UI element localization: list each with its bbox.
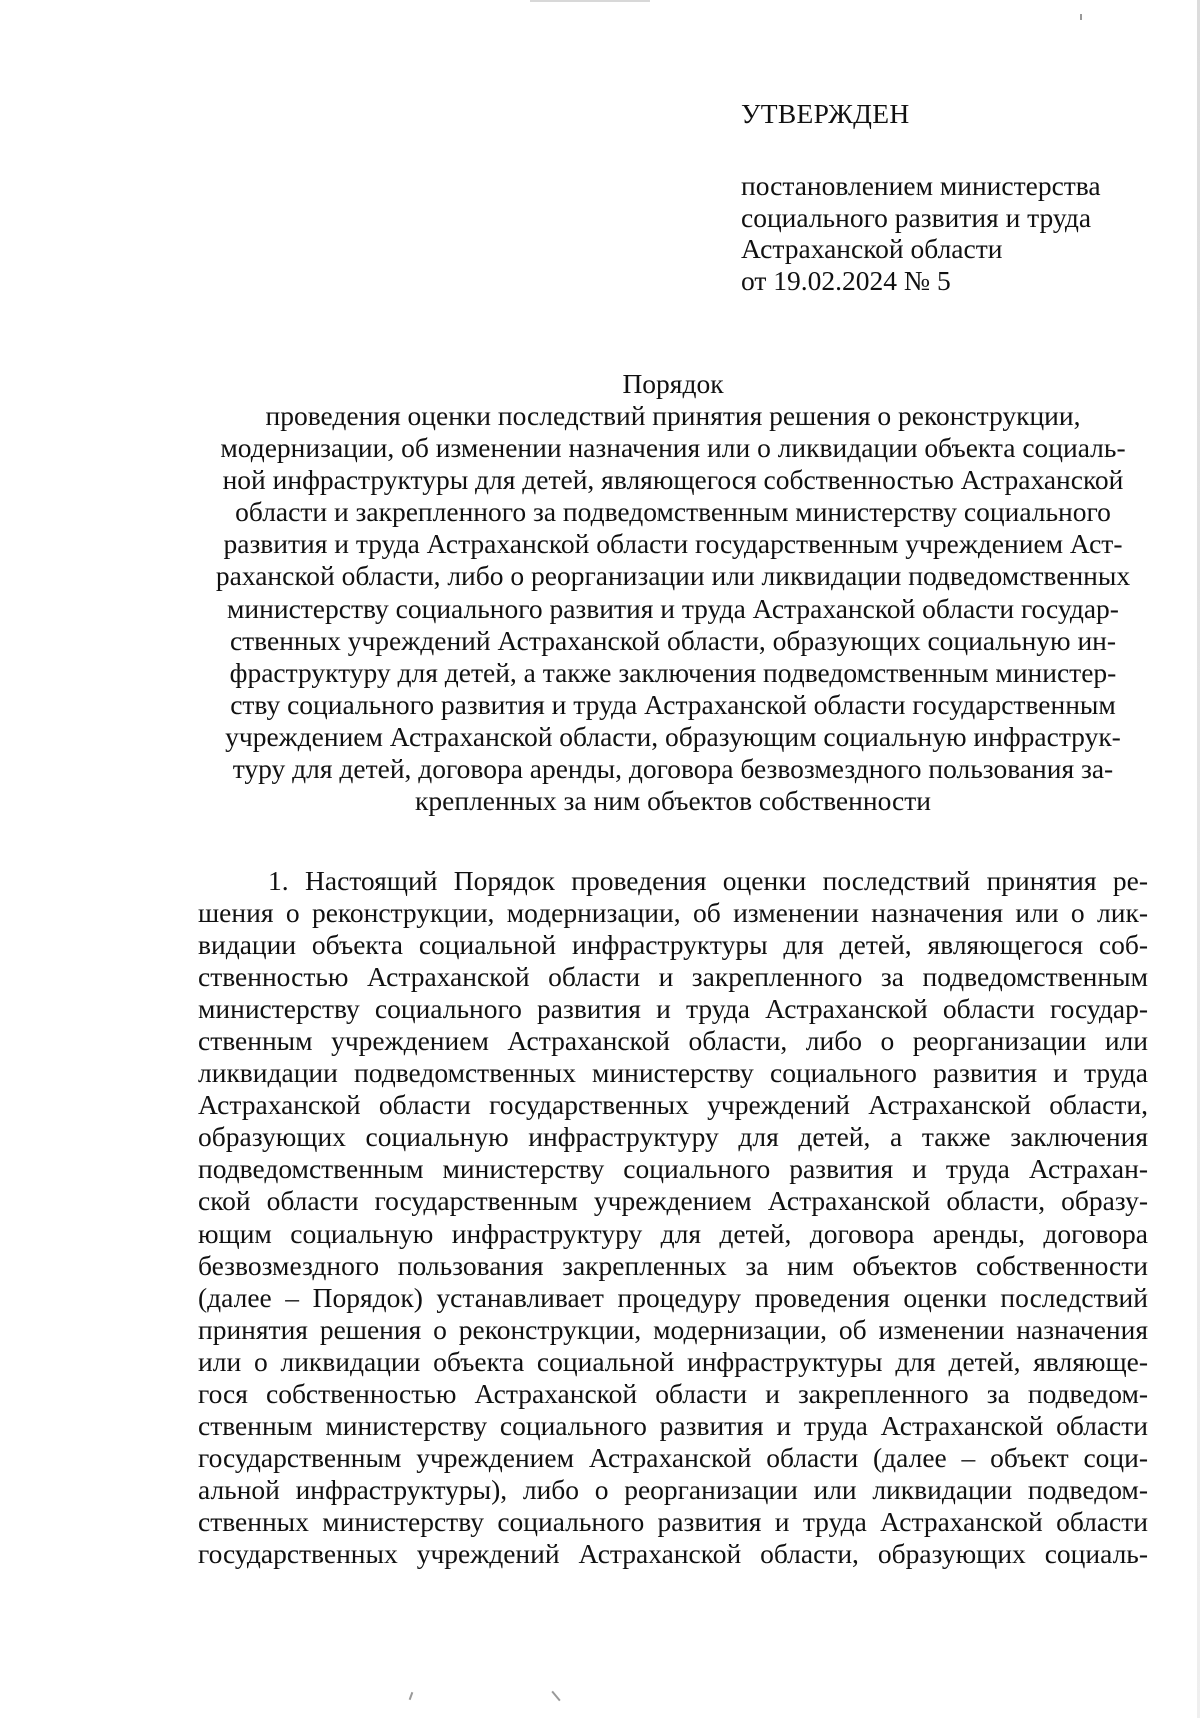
title-line: крепленных за ним объектов собственности xyxy=(415,785,931,817)
approval-line: постановлением министерства xyxy=(741,170,1101,201)
body-paragraph xyxy=(198,865,1148,1570)
body-line: ской области государственным учреждением Астраханской области, образу- xyxy=(198,1185,1148,1217)
scan-speck-top xyxy=(530,0,650,2)
body-line: ственных министерству социального развития и труда Астраханской области xyxy=(198,1505,1148,1537)
scan-speck-bottom xyxy=(409,1692,414,1700)
scan-speck-top-right xyxy=(1080,14,1082,20)
body-line: ственностью Астраханской области и закрепленного за подведомственным xyxy=(198,961,1148,993)
body-line: альной инфраструктуры), либо о реорганизации или ликвидации подведом- xyxy=(198,1473,1148,1505)
document-title xyxy=(198,368,1148,817)
body-line: ющим социальную инфраструктуру для детей, договора аренды, договора xyxy=(198,1217,1148,1249)
approved-label: УТВЕРЖДЕН xyxy=(741,98,910,129)
title-line: ственных учреждений Астраханской области, образующих социальную ин- xyxy=(229,624,1117,656)
body-line: гося собственностью Астраханской области и закрепленного за подведом- xyxy=(198,1377,1148,1409)
title-line: министерству социального развития и труда Астраханской области государ- xyxy=(227,592,1119,624)
body-line: шения о реконструкции, модернизации, об изменении назначения или о лик- xyxy=(198,897,1148,929)
title-line: фраструктуру для детей, а также заключения подведомственным министер- xyxy=(229,656,1117,688)
body-line: видации объекта социальной инфраструктуры для детей, являющегося соб- xyxy=(198,929,1148,961)
body-line: государственным учреждением Астраханской области (далее – объект соци- xyxy=(198,1441,1148,1473)
body-line: министерству социального развития и труда Астраханской области государ- xyxy=(198,993,1148,1025)
title-heading: Порядок xyxy=(622,368,724,399)
body-line: ликвидации подведомственных министерству социального развития и труда xyxy=(198,1057,1148,1089)
title-line: области и закрепленного за подведомственным министерству социального xyxy=(235,496,1111,528)
body-line: принятия решения о реконструкции, модернизации, об изменении назначения xyxy=(198,1313,1148,1345)
title-line: ной инфраструктуры для детей, являющегося собственностью Астраханской xyxy=(222,464,1124,496)
title-line: раханской области, либо о реорганизации или ликвидации подведомственных xyxy=(215,560,1131,592)
body-line: Астраханской области государственных учреждений Астраханской области, xyxy=(198,1089,1148,1121)
body-line: подведомственным министерству социального развития и труда Астрахан- xyxy=(198,1153,1148,1185)
body-line: 1. Настоящий Порядок проведения оценки последствий принятия ре- xyxy=(268,865,1148,896)
title-line: модернизации, об изменении назначения или о ликвидации объекта социаль- xyxy=(220,432,1126,464)
body-line: или о ликвидации объекта социальной инфраструктуры для детей, являюще- xyxy=(198,1345,1148,1377)
body-line: образующих социальную инфраструктуру для детей, а также заключения xyxy=(198,1121,1148,1153)
title-line: проведения оценки последствий принятия решения о реконструкции, xyxy=(265,400,1081,431)
approval-date-line: от 19.02.2024 № 5 xyxy=(741,264,951,296)
body-line: государственных учреждений Астраханской области, образующих социаль- xyxy=(198,1537,1148,1569)
body-line: (далее – Порядок) устанавливает процедуру проведения оценки последствий xyxy=(198,1281,1148,1313)
body-line: ственным министерству социального развития и труда Астраханской области xyxy=(198,1409,1148,1441)
approval-line: Астраханской области xyxy=(741,233,1003,264)
scan-speck-bottom-2 xyxy=(551,1691,560,1701)
title-line: туру для детей, договора аренды, договора безвозмездного пользования за- xyxy=(232,753,1114,785)
body-line: ственным учреждением Астраханской области, либо о реорганизации или xyxy=(198,1025,1148,1057)
title-line: развития и труда Астраханской области государственным учреждением Аст- xyxy=(223,528,1123,560)
body-line: безвозмездного пользования закрепленных за ним объектов собственности xyxy=(198,1249,1148,1281)
title-line: ству социального развития и труда Астраханской области государственным xyxy=(230,688,1116,720)
approval-line: социального развития и труда xyxy=(741,201,1092,233)
approval-block xyxy=(741,98,1161,296)
title-line: учреждением Астраханской области, образующим социальную инфраструк- xyxy=(225,720,1121,752)
